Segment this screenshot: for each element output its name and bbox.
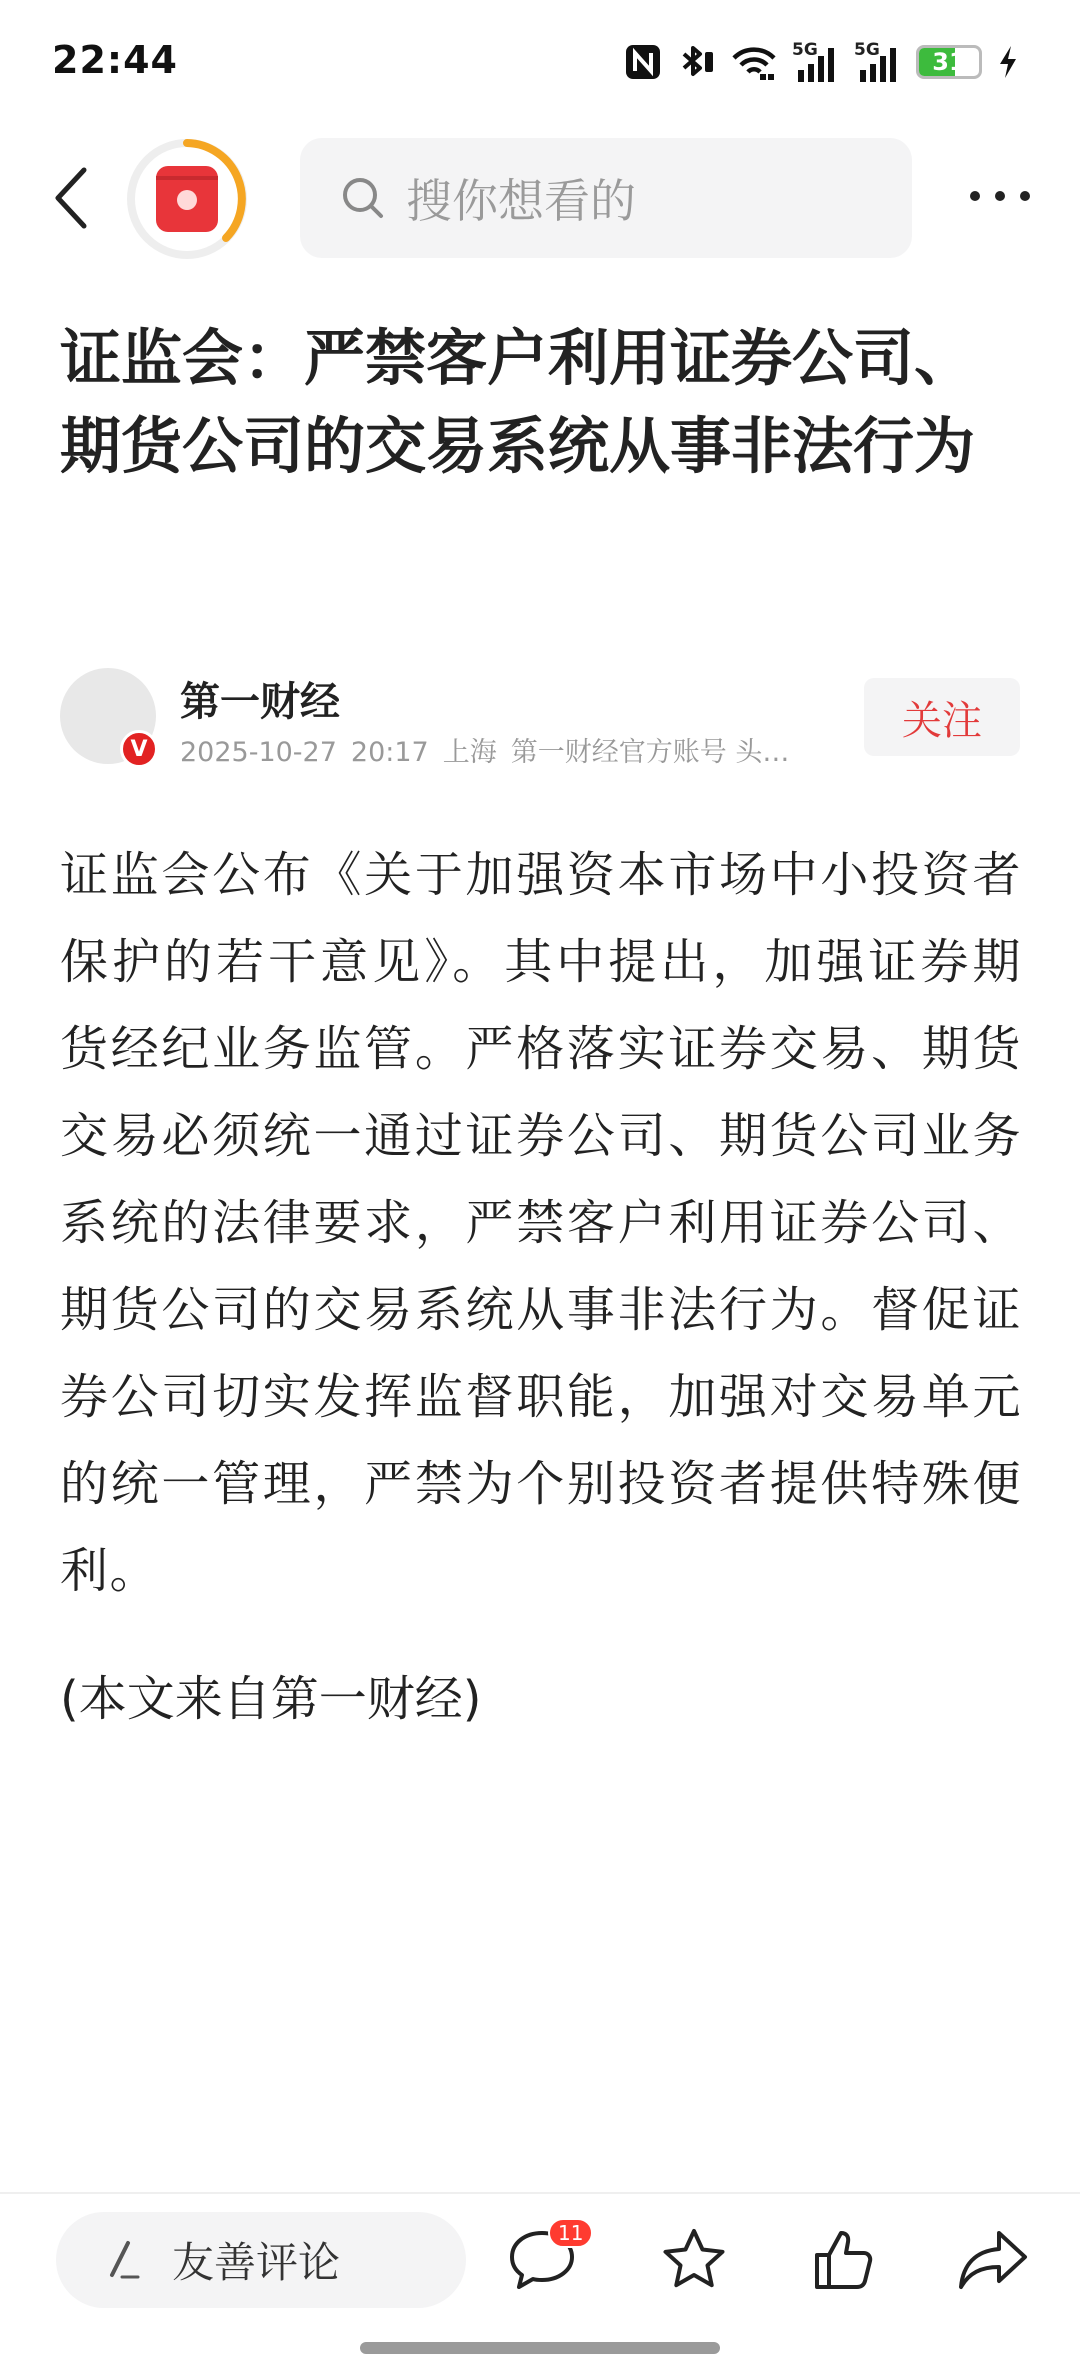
signal-5g-icon: 5G xyxy=(792,40,840,84)
wifi-icon xyxy=(730,40,778,84)
bluetooth-icon xyxy=(676,40,716,84)
search-input[interactable] xyxy=(300,138,912,258)
account-desc: 第一财经官方账号 头… xyxy=(510,737,790,768)
publish-location: 上海 xyxy=(442,737,497,768)
more-dots-icon[interactable] xyxy=(970,176,1030,216)
more-dot xyxy=(970,191,980,201)
signal-5g-icon-2: 5G xyxy=(854,40,902,84)
thumbs-up-icon xyxy=(809,2225,879,2295)
divider xyxy=(0,2192,1080,2194)
back-button[interactable] xyxy=(44,160,100,236)
pencil-icon xyxy=(98,2235,148,2285)
search-placeholder: 搜你想看的 xyxy=(406,174,636,228)
more-dot xyxy=(995,191,1005,201)
comment-button[interactable] xyxy=(502,2220,582,2300)
search-icon xyxy=(338,173,388,223)
like-button[interactable] xyxy=(804,2220,884,2300)
comment-placeholder: 友善评论 xyxy=(172,2238,341,2287)
star-icon xyxy=(659,2225,729,2295)
comment-input[interactable] xyxy=(56,2212,466,2308)
article-body: 证监会公布《关于加强资本市场中小投资者保护的若干意见》。其中提出，加强证券期货经纪业务监管。严格落实证券交易、期货交易必须统一通过证券公司、期货公司业务系统的法律要求，严禁客户利用证券公司、期货公司的交易系统从事非法行为。督促证券公司切实发挥监督职能，加强对交易单元的统一管理，严禁为个别投资者提供特殊便利。 xyxy=(60,847,1022,1599)
publish-time: 20:17 xyxy=(350,737,429,768)
chevron-left-icon xyxy=(52,166,92,230)
follow-button[interactable]: 关注 xyxy=(864,678,1020,756)
author-meta xyxy=(180,730,820,769)
status-bar xyxy=(0,0,1080,120)
app-logo-icon[interactable] xyxy=(126,138,248,260)
status-icons xyxy=(624,40,1020,84)
author-info xyxy=(60,668,1020,768)
charging-icon xyxy=(996,40,1020,84)
author-name[interactable]: 第一财经 xyxy=(180,679,340,725)
favorite-button[interactable] xyxy=(654,2220,734,2300)
share-icon xyxy=(957,2227,1031,2293)
home-indicator[interactable] xyxy=(360,2342,720,2354)
nfc-icon xyxy=(624,40,662,84)
more-dot xyxy=(1020,191,1030,201)
status-time: 22:44 xyxy=(52,38,178,82)
publish-date: 2025-10-27 xyxy=(180,737,337,768)
top-nav xyxy=(0,130,1080,260)
share-button[interactable] xyxy=(954,2220,1034,2300)
source-note: (本文来自第一财经) xyxy=(60,1671,482,1727)
comment-count-badge: 11 xyxy=(548,2218,593,2248)
article-title: 证监会：严禁客户利用证券公司、期货公司的交易系统从事非法行为 xyxy=(60,323,976,482)
verified-badge-icon: V xyxy=(120,730,158,768)
battery-icon: 31 xyxy=(916,40,982,84)
